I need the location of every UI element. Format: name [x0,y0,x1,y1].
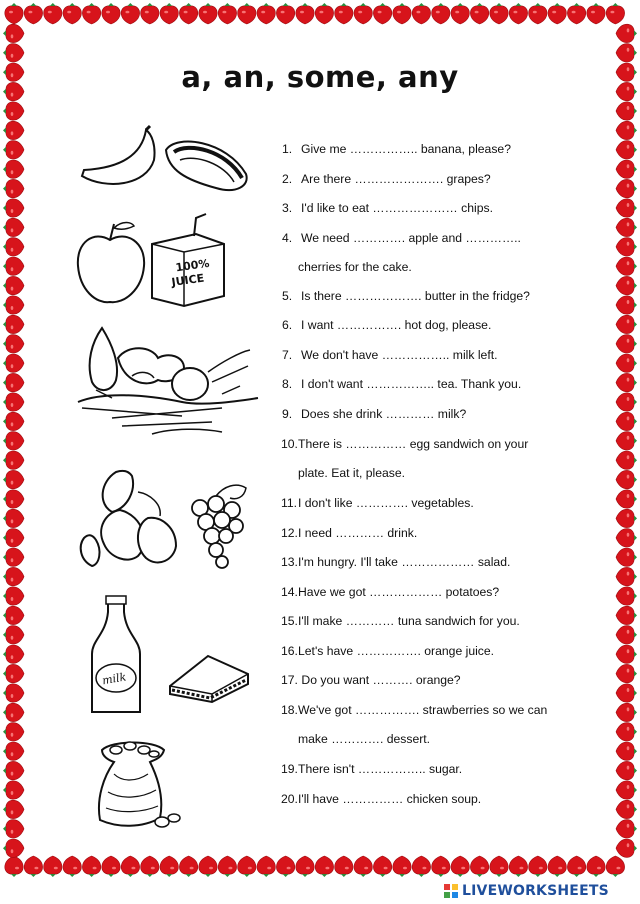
question-number: 1. [282,142,293,156]
milk-label: milk [101,670,128,688]
strawberry-icon [121,856,139,877]
strawberry-icon [141,3,159,24]
question-number: 6. [282,318,293,332]
strawberry-icon [616,703,637,721]
question-number: 15. [281,614,298,628]
strawberry-icon [218,856,236,877]
strawberry-icon [3,451,24,469]
strawberry-icon [3,567,24,585]
question-item [282,201,493,215]
question-item [281,673,461,687]
strawberry-icon [616,761,637,779]
strawberry-icon [121,3,139,24]
strawberry-icon [3,761,24,779]
strawberry-icon [616,218,637,236]
strawberry-icon [490,3,508,24]
strawberry-icon [587,856,605,877]
strawberry-icon [616,24,637,42]
question-item [281,526,417,540]
question-item [282,377,521,391]
question-text: Let's have ……………. orange juice. [298,644,495,658]
strawberry-icon [3,393,24,411]
strawberry-icon [3,335,24,353]
question-item [281,555,510,569]
question-text: I want ……………. hot dog, please. [301,318,492,332]
strawberry-icon [82,856,100,877]
question-number: 17. [281,673,298,687]
strawberry-icon [373,3,391,24]
question-number: 7. [282,348,293,362]
juice-label-1: 100% [174,256,211,275]
strawberry-icon [470,856,488,877]
strawberry-icon [616,470,637,488]
strawberry-icon [616,684,637,702]
question-text: Have we got ……………… potatoes? [298,585,500,599]
question-item [282,407,466,421]
strawberry-icon [616,373,637,391]
strawberry-icon [373,856,391,877]
question-number: 5. [282,289,293,303]
strawberry-icon [44,3,62,24]
vegetables-picture [72,322,262,440]
strawberry-icon [616,393,637,411]
strawberry-icon [432,3,450,24]
question-text: I'd like to eat ………………… chips. [301,201,493,215]
strawberry-icon [3,160,24,178]
strawberry-icon [616,820,637,838]
question-continuation: make …………. dessert. [298,732,431,746]
strawberry-icon [616,490,637,508]
question-number: 12. [281,526,298,540]
question-number: 3. [282,201,293,215]
question-number: 10. [281,437,298,451]
strawberry-icon [616,839,637,857]
strawberry-icon [3,470,24,488]
question-item [281,614,520,628]
strawberry-icon [179,856,197,877]
strawberry-icon [5,856,23,877]
question-number: 18. [281,703,298,717]
milk-sandwich-picture [88,594,263,718]
strawberry-icon [3,684,24,702]
strawberry-icon [548,3,566,24]
strawberry-icon [451,3,469,24]
question-number: 14. [281,585,298,599]
strawberry-icon [218,3,236,24]
strawberry-icon [179,3,197,24]
strawberry-icon [567,856,585,877]
strawberry-icon [44,856,62,877]
question-text: Are there …………………. grapes? [301,172,491,186]
strawberry-icon [393,856,411,877]
liveworksheets-logo-icon [444,884,459,899]
strawberry-icon [509,3,527,24]
question-item [282,172,491,186]
strawberry-icon [616,296,637,314]
strawberry-icon [616,800,637,818]
question-item [281,762,462,776]
strawberry-icon [3,820,24,838]
strawberry-icon [470,3,488,24]
strawberry-icon [616,723,637,741]
strawberry-icon [412,3,430,24]
question-item [282,318,491,332]
strawberry-icon [3,703,24,721]
strawberry-icon [616,315,637,333]
strawberry-icon [3,373,24,391]
question-text: I'll have …………… chicken soup. [298,792,482,806]
strawberry-icon [529,3,547,24]
strawberry-icon [393,3,411,24]
question-item [281,792,481,806]
question-number: 8. [282,377,293,391]
apple-juice-picture [74,212,234,312]
strawberry-icon [5,3,23,24]
strawberry-icon [616,432,637,450]
strawberry-icon [3,218,24,236]
strawberry-icon [3,800,24,818]
question-continuation: cherries for the cake. [298,260,412,274]
question-text: Does she drink ………… milk? [301,407,467,421]
strawberry-icon [354,856,372,877]
question-text: Is there ………………. butter in the fridge? [301,289,530,303]
strawberry-icon [451,856,469,877]
strawberry-icon [606,856,624,877]
strawberry-icon [616,121,637,139]
juice-label-2: JUICE [170,271,205,289]
question-number: 13. [281,555,298,569]
strawberry-icon [616,451,637,469]
strawberry-icon [315,856,333,877]
question-number: 20. [281,792,298,806]
question-number: 11. [281,496,298,510]
strawberry-icon [490,856,508,877]
question-item [281,644,494,658]
strawberry-icon [3,606,24,624]
question-text: I need ………… drink. [298,526,418,540]
strawberry-icon [3,645,24,663]
strawberry-icon [24,3,42,24]
strawberry-icon [616,781,637,799]
question-item [281,496,474,510]
banana-hotdog-picture [76,124,256,200]
strawberry-icon [616,645,637,663]
strawberry-icon [3,432,24,450]
strawberry-icon [3,587,24,605]
strawberry-icon [616,529,637,547]
strawberry-icon [616,354,637,372]
strawberry-icon [335,856,353,877]
strawberry-icon [102,856,120,877]
strawberry-icon [160,3,178,24]
strawberries-grapes-picture [76,468,256,578]
page-title: a, an, some, any [181,60,459,94]
strawberry-icon [3,141,24,159]
strawberry-icon [616,587,637,605]
footer-logo [444,880,609,902]
strawberry-icon [3,257,24,275]
strawberry-icon [276,3,294,24]
question-item [282,289,530,303]
strawberry-icon [616,335,637,353]
question-continuation: plate. Eat it, please. [298,466,406,480]
strawberry-icon [616,257,637,275]
strawberry-icon [412,856,430,877]
strawberry-icon [3,529,24,547]
strawberry-icon [616,626,637,644]
question-text: I'm hungry. I'll take ……………… salad. [298,555,511,569]
strawberry-icon [616,141,637,159]
question-text: There is …………… egg sandwich on your [298,437,529,451]
strawberry-icon [199,3,217,24]
question-text: We don't have …………….. milk left. [301,348,498,362]
strawberry-icon [616,238,637,256]
strawberry-icon [3,276,24,294]
question-number: 16. [281,644,298,658]
question-item [282,142,511,156]
question-item [281,585,499,599]
strawberry-icon [24,856,42,877]
strawberry-icon [567,3,585,24]
question-text: Give me …………….. banana, please? [301,142,511,156]
strawberry-icon [3,723,24,741]
strawberry-icon [3,742,24,760]
question-text: I don't like …………. vegetables. [298,496,474,510]
strawberry-icon [3,315,24,333]
strawberry-icon [529,856,547,877]
strawberry-icon [3,238,24,256]
question-item [282,231,521,245]
strawberry-icon [102,3,120,24]
strawberry-icon [3,199,24,217]
question-number: 4. [282,231,293,245]
strawberry-icon [616,276,637,294]
strawberry-icon [315,3,333,24]
footer-brand: LIVEWORKSHEETS [462,883,609,899]
strawberry-icon [616,548,637,566]
strawberry-icon [238,3,256,24]
question-item [281,437,528,451]
strawberry-icon [3,626,24,644]
strawberry-icon [141,856,159,877]
strawberry-icon [616,199,637,217]
strawberry-icon [3,121,24,139]
strawberry-icon [296,3,314,24]
strawberry-icon [606,3,624,24]
strawberry-icon [587,3,605,24]
strawberry-icon [3,354,24,372]
strawberry-icon [63,856,81,877]
question-text: There isn't …………….. sugar. [298,762,463,776]
strawberry-icon [3,839,24,857]
strawberry-icon [3,781,24,799]
strawberry-icon [335,3,353,24]
strawberry-icon [3,509,24,527]
strawberry-icon [257,856,275,877]
strawberry-icon [548,856,566,877]
question-text: We need …………. apple and ………….. [301,231,521,245]
strawberry-icon [3,102,24,120]
strawberry-icon [82,3,100,24]
question-number: 9. [282,407,293,421]
strawberry-icon [3,548,24,566]
question-text: I'll make ………… tuna sandwich for you. [298,614,520,628]
strawberry-icon [3,490,24,508]
strawberry-icon [3,664,24,682]
question-text: We've got ……………. strawberries so we can [298,703,548,717]
strawberry-icon [199,856,217,877]
strawberry-icon [616,102,637,120]
strawberry-icon [616,160,637,178]
question-text: I don't want …………….. tea. Thank you. [301,377,522,391]
question-number: 19. [281,762,298,776]
strawberry-icon [276,856,294,877]
strawberry-icon [160,856,178,877]
strawberry-icon [432,856,450,877]
strawberry-icon [3,296,24,314]
strawberry-icon [616,606,637,624]
strawberry-icon [616,567,637,585]
sack-potatoes-picture [92,738,182,830]
strawberry-icon [238,856,256,877]
question-number: 2. [282,172,293,186]
strawberry-icon [354,3,372,24]
strawberry-icon [296,856,314,877]
strawberry-icon [616,509,637,527]
strawberry-icon [63,3,81,24]
strawberry-icon [509,856,527,877]
strawberry-icon [3,179,24,197]
question-item [282,348,497,362]
question-text: Do you want ………. orange? [298,673,461,687]
strawberry-icon [257,3,275,24]
question-item [281,703,547,717]
strawberry-icon [616,412,637,430]
strawberry-icon [3,24,24,42]
strawberry-icon [616,742,637,760]
strawberry-icon [3,412,24,430]
strawberry-icon [616,664,637,682]
strawberry-icon [616,179,637,197]
